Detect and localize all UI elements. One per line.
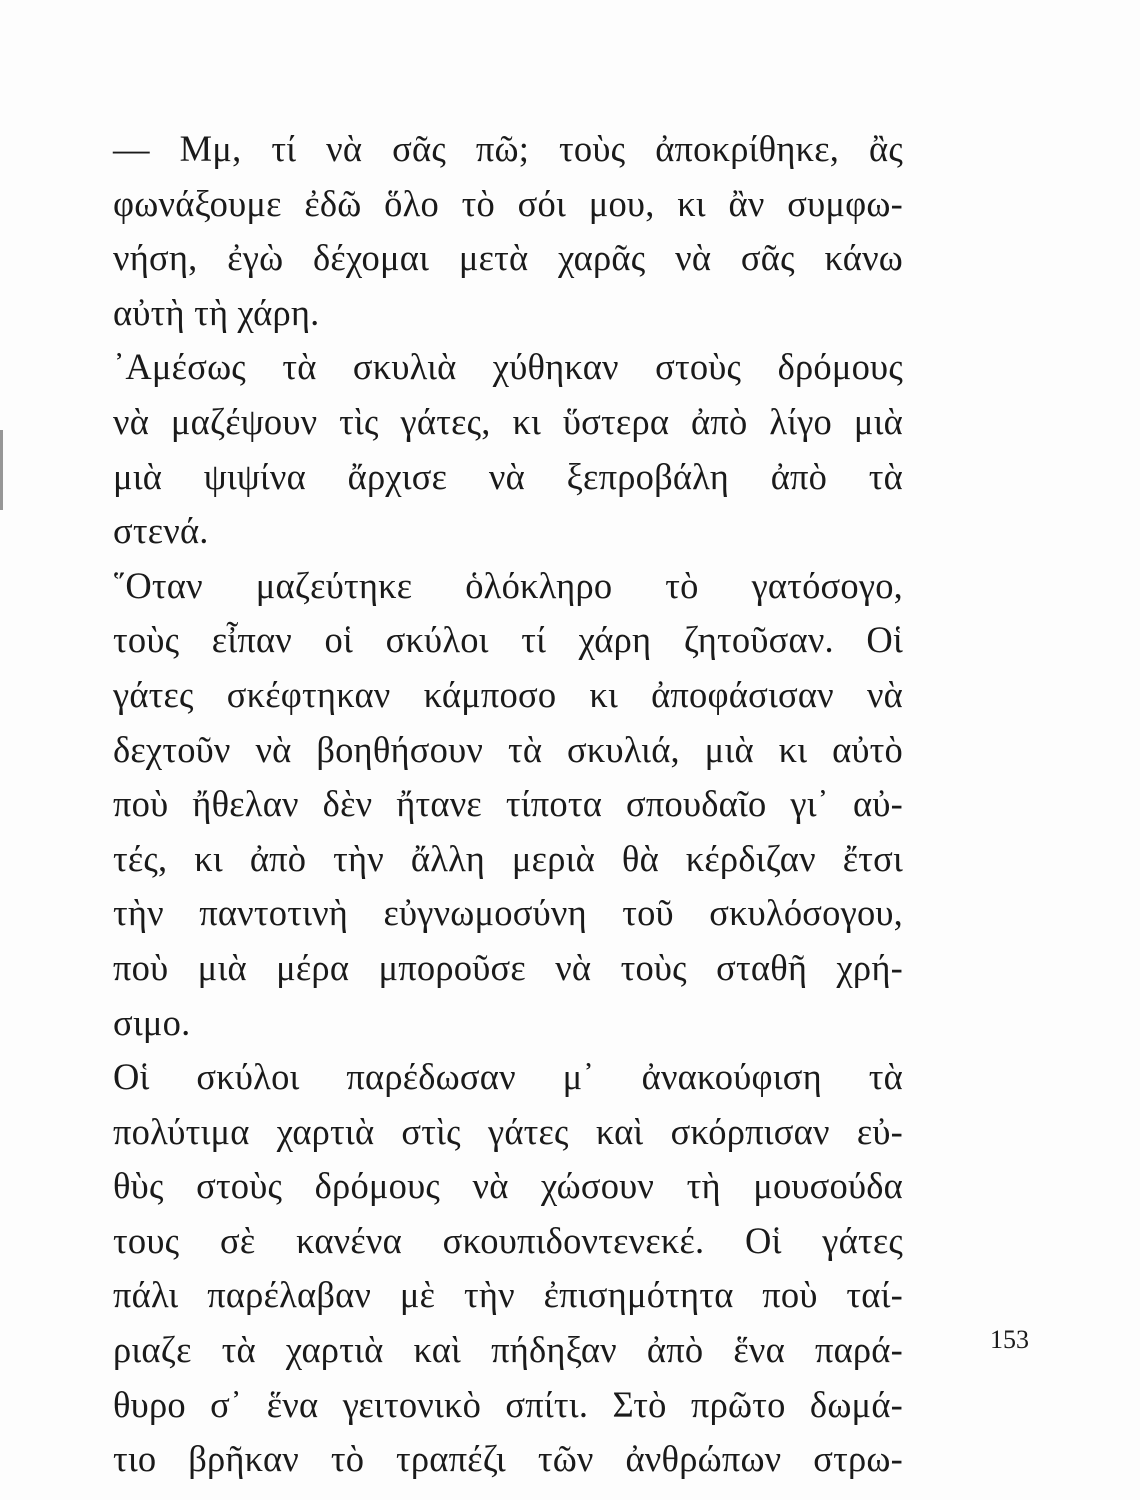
text-line: ᾽Αμέσως τὰ σκυλιὰ χύθηκαν στοὺς δρόμους: [113, 346, 903, 388]
text-line: τιο βρῆκαν τὸ τραπέζι τῶν ἀνθρώπων στρω-: [113, 1438, 903, 1480]
text-line: μιὰ ψιψίνα ἄρχισε νὰ ξεπροβάλη ἀπὸ τὰ: [113, 455, 903, 497]
text-line: Οἱ σκύλοι παρέδωσαν μ᾽ ἀνακούφιση τὰ: [113, 1056, 903, 1098]
text-line: αὐτὴ τὴ χάρη.: [113, 291, 320, 333]
text-line: τους σὲ κανένα σκουπιδοντενεκέ. Οἱ γάτες: [113, 1219, 903, 1261]
text-line: τοὺς εἶπαν οἱ σκύλοι τί χάρη ζητοῦσαν. Οἱ: [113, 619, 903, 661]
text-line: σιμο.: [113, 1001, 191, 1043]
binding-edge-mark: [0, 430, 3, 510]
text-line: φωνάξουμε ἐδῶ ὅλο τὸ σόι μου, κι ἂν συμφω-: [113, 182, 903, 224]
text-line: θὺς στοὺς δρόμους νὰ χώσουν τὴ μουσούδα: [113, 1165, 903, 1207]
text-line: νὰ μαζέψουν τὶς γάτες, κι ὕστερα ἀπὸ λίγο μιὰ: [113, 400, 903, 442]
text-line: νήση, ἐγὼ δέχομαι μετὰ χαρᾶς νὰ σᾶς κάνω: [113, 237, 903, 279]
text-line: δεχτοῦν νὰ βοηθήσουν τὰ σκυλιά, μιὰ κι αὐτὸ: [113, 728, 903, 770]
text-line: ποὺ ἤθελαν δὲν ἤτανε τίποτα σπουδαῖο γι᾽ αὐ-: [113, 783, 903, 825]
text-line: θυρο σ᾽ ἕνα γειτονικὸ σπίτι. Στὸ πρῶτο δωμά-: [113, 1383, 903, 1425]
text-line: ριαζε τὰ χαρτιὰ καὶ πήδηξαν ἀπὸ ἕνα παρά-: [113, 1329, 903, 1371]
text-line: πάλι παρέλαβαν μὲ τὴν ἐπισημότητα ποὺ ταί-: [113, 1274, 903, 1316]
text-line: πολύτιμα χαρτιὰ στὶς γάτες καὶ σκόρπισαν εὐ-: [113, 1110, 903, 1152]
text-line: τὴν παντοτινὴ εὐγνωμοσύνη τοῦ σκυλόσογου,: [113, 892, 903, 934]
text-line: ποὺ μιὰ μέρα μποροῦσε νὰ τοὺς σταθῆ χρή-: [113, 946, 903, 988]
text-line: στενά.: [113, 510, 209, 552]
body-text: [113, 122, 903, 1487]
text-line: γάτες σκέφτηκαν κάμποσο κι ἀποφάσισαν νὰ: [113, 673, 903, 715]
text-line: τές, κι ἀπὸ τὴν ἄλλη μεριὰ θὰ κέρδιζαν ἔτσι: [113, 837, 903, 879]
text-line: — Μμ, τί νὰ σᾶς πῶ; τοὺς ἀποκρίθηκε, ἂς: [113, 128, 903, 169]
text-line: ῞Οταν μαζεύτηκε ὁλόκληρο τὸ γατόσογο,: [113, 564, 903, 606]
page-number: 153: [990, 1325, 1029, 1354]
